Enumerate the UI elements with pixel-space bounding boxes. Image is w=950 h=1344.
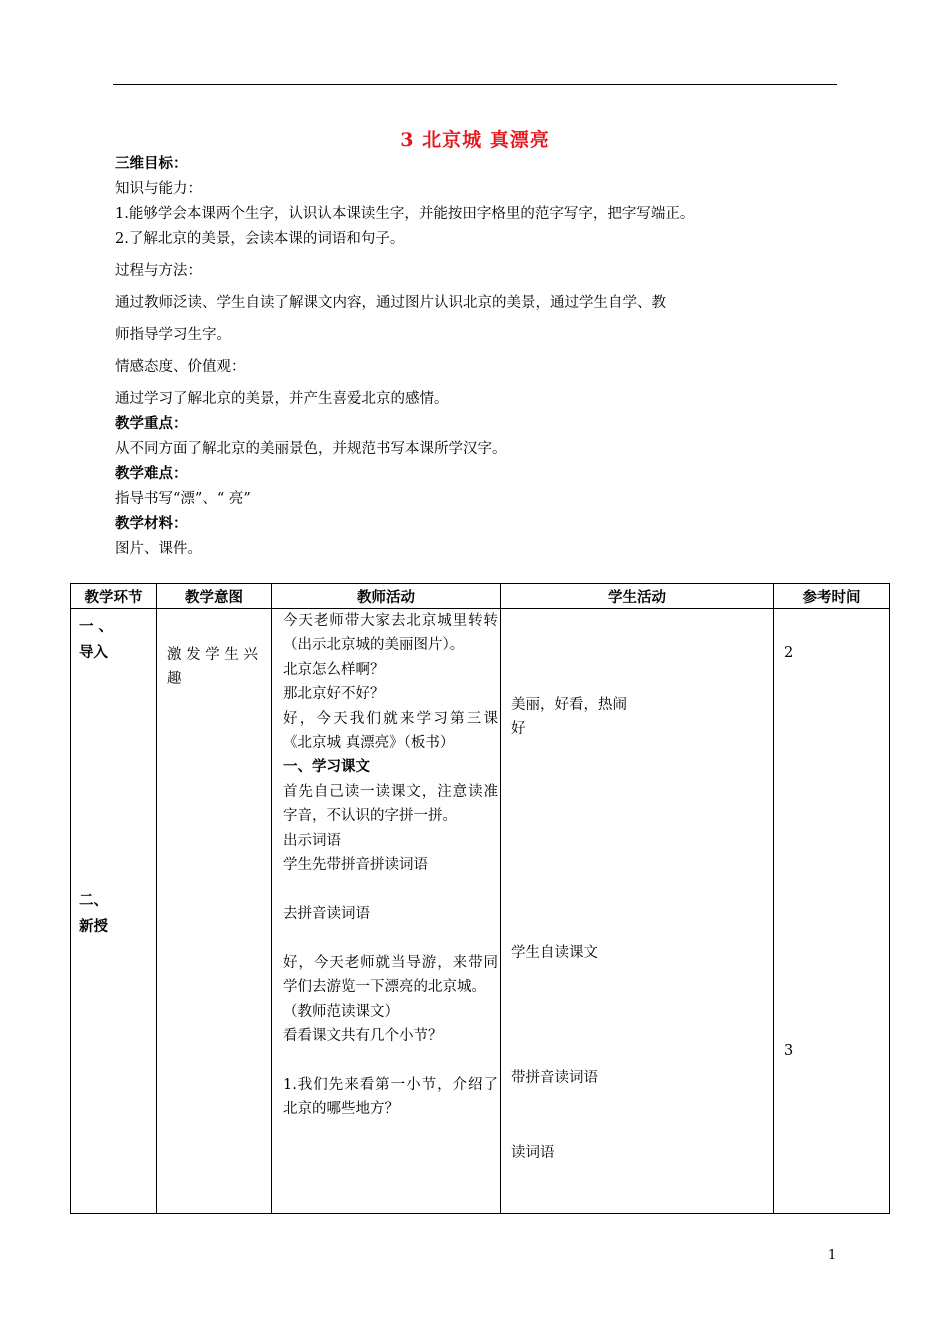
teacher-line: 那北京好不好？ xyxy=(283,686,385,703)
stage-2-number: 二、 xyxy=(79,892,108,909)
knowledge-item-1: 1.能够学会本课两个生字，认识认本课读生字，并能按田字格里的范字写字，把字写端正。 xyxy=(115,206,695,222)
intent-cell xyxy=(157,609,272,1214)
student-activity-2: 好 xyxy=(511,721,526,737)
teacher-line xyxy=(283,926,498,950)
teacher-line xyxy=(283,877,498,901)
process-text-2: 师指导学习生字。 xyxy=(115,327,231,343)
header-stage: 教学环节 xyxy=(71,584,157,609)
header-intent: 教学意图 xyxy=(157,584,272,609)
table-header-row xyxy=(71,584,890,609)
teacher-line xyxy=(283,1048,498,1072)
teacher-line: 学生先带拼音拼读词语 xyxy=(283,857,428,874)
materials-text: 图片、课件。 xyxy=(115,541,202,557)
process-heading: 过程与方法： xyxy=(115,263,202,279)
student-activity-4: 带拼音读词语 xyxy=(511,1070,598,1086)
teacher-section-heading: 一、学习课文 xyxy=(283,758,370,776)
key-text: 从不同方面了解北京的美丽景色，并规范书写本课所学汉字。 xyxy=(115,441,507,457)
goals-heading: 三维目标： xyxy=(115,155,188,172)
header-time: 参考时间 xyxy=(774,584,890,609)
key-heading: 教学重点： xyxy=(115,415,188,432)
teacher-line: （教师范读课文） xyxy=(283,1003,399,1020)
teacher-line: 今天老师带大家去北京城里转转（出示北京城的美丽图片）。 xyxy=(283,613,498,654)
teacher-line: 1.我们先来看第一小节，介绍了北京的哪些地方？ xyxy=(283,1076,498,1118)
page-number: 1 xyxy=(828,1248,837,1263)
header-rule xyxy=(113,84,837,85)
stage-2-name: 新授 xyxy=(79,918,108,935)
student-activity-3: 学生自读课文 xyxy=(511,945,598,961)
teacher-line: 好，今天老师就当导游，来带同学们去游览一下漂亮的北京城。 xyxy=(283,954,498,996)
knowledge-heading: 知识与能力： xyxy=(115,181,202,197)
teacher-line: 去拼音读词语 xyxy=(283,905,370,922)
header-teacher-activity: 教师活动 xyxy=(272,584,501,609)
table-row xyxy=(71,609,890,1214)
time-value-1: 2 xyxy=(784,645,794,661)
teacher-activity-cell xyxy=(272,609,501,1214)
student-activity-5: 读词语 xyxy=(511,1145,555,1161)
knowledge-item-2: 2.了解北京的美景，会读本课的词语和句子。 xyxy=(115,231,405,247)
student-activity-cell xyxy=(501,609,774,1214)
difficulty-heading: 教学难点： xyxy=(115,465,188,482)
teacher-line: 出示词语 xyxy=(283,832,341,849)
emotion-heading: 情感态度、价值观： xyxy=(115,359,246,375)
stage-1-number: 一 、 xyxy=(79,618,114,635)
intent-text: 激 发 学 生 兴 趣 xyxy=(167,647,258,687)
stage-cell xyxy=(71,609,157,1214)
teacher-activity-list xyxy=(283,609,498,1122)
student-activity-1: 美丽，好看，热闹 xyxy=(511,697,627,713)
header-student-activity: 学生活动 xyxy=(501,584,774,609)
lesson-plan-table xyxy=(70,583,890,1214)
time-cell xyxy=(774,609,890,1214)
lesson-title: 3 北京城 真漂亮 xyxy=(400,129,550,151)
teacher-line: 北京怎么样啊？ xyxy=(283,661,385,678)
teacher-line: 首先自己读一读课文，注意读准字音，不认识的字拼一拼。 xyxy=(283,783,498,825)
difficulty-text: 指导书写“漂”、“ 亮” xyxy=(115,491,251,507)
time-value-2: 3 xyxy=(784,1043,794,1059)
emotion-text: 通过学习了解北京的美景，并产生喜爱北京的感情。 xyxy=(115,391,449,407)
teacher-line: 好，今天我们就来学习第三课《北京城 真漂亮》（板书） xyxy=(283,710,498,752)
process-text-1: 通过教师泛读、学生自读了解课文内容，通过图片认识北京的美景，通过学生自学、教 xyxy=(115,295,666,311)
materials-heading: 教学材料： xyxy=(115,515,188,532)
stage-1-name: 导入 xyxy=(79,644,108,661)
teacher-line: 看看课文共有几个小节？ xyxy=(283,1027,443,1044)
